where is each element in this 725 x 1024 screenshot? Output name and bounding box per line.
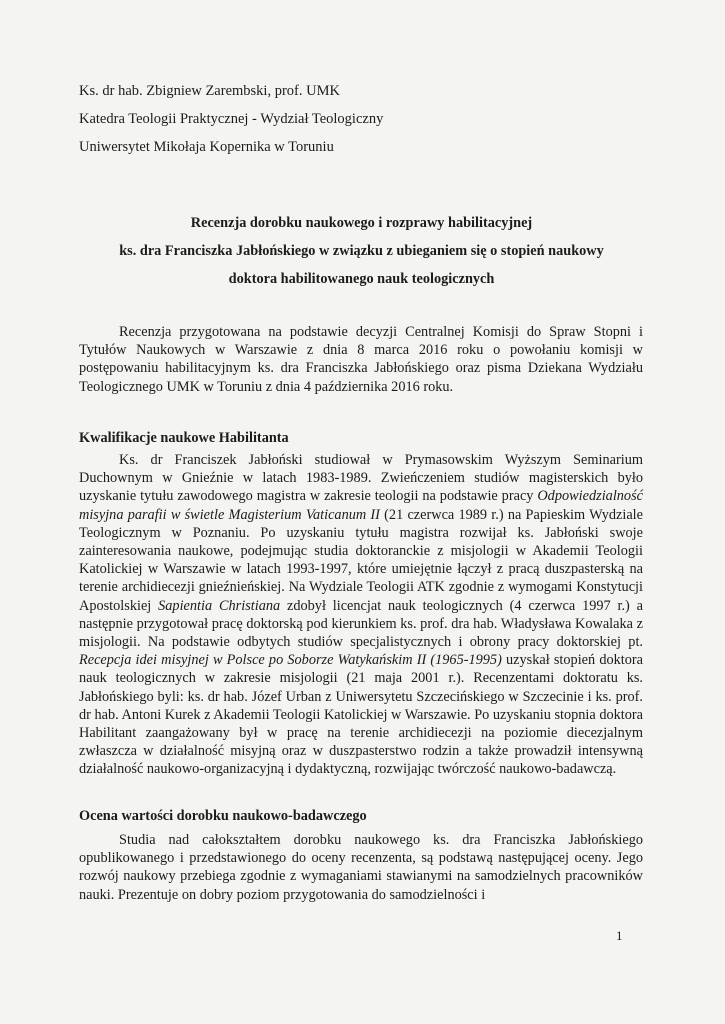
evaluation-paragraph — [79, 831, 643, 904]
section-heading-evaluation: Ocena wartości dorobku naukowo-badawczego — [79, 808, 367, 824]
qualifications-text-2: (21 czerwca 1989 r.) na Papieskim Wydziale Teologicznym w Poznaniu. Po uzyskaniu tytułu magistra rozwijał ks. Jabłoński swoje zainteresowania naukowe, podejmując studia doktoranckie z misjologii w Akademii Teologii Katolickiej w Warszawie w latach 1993-1997, które umiejętnie łączył z pracą duszpasterską na terenie archidiecezji gnieźnieńskiej. Na Wydziale Teologii ATK zgodnie z wymogami Konstytucji Apostolskiej — [79, 506, 644, 614]
author-line: Ks. dr hab. Zbigniew Zarembski, prof. UMK — [79, 83, 340, 99]
page-number: 1 — [616, 928, 623, 943]
intro-paragraph — [79, 323, 643, 396]
title-line-1: Recenzja dorobku naukowego i rozprawy habilitacyjnej — [190, 215, 533, 231]
section-heading-qualifications: Kwalifikacje naukowe Habilitanta — [79, 430, 289, 446]
qualifications-text-3: zdobył licencjat nauk teologicznych (4 czerwca 1997 r.) a następnie przygotował pracę doktorską pod kierunkiem ks. prof. dra hab. Władysława Kowalaka z misjologii. Na podstawie odbytych studiów specjalistycznych i obrony pracy doktorskiej pt. — [79, 597, 643, 651]
qualifications-text-4: uzyskał stopień doktora nauk teologicznych w zakresie misjologii (21 maja 2001 r.). Recenzentami doktoratu ks. Jabłońskiego byli: ks. dr hab. Józef Urban z Uniwersytetu Szczecińskiego w Szczecinie i ks. prof. dr hab. Antoni Kurek z Akademii Teologii Katolickiej w Warszawie. Po uzyskaniu stopnia doktora Habilitant zaangażowany był w pracę na terenie archidiecezji na poziomie diecezjalnym zwłaszcza w działalność misyjną oraz w duszpasterstwo rodzin a także prowadził intensywną działalność naukowo-organizacyjną i dydaktyczną, rozwijając twórczość naukowo-badawczą. — [79, 652, 644, 778]
thesis-title-master: Odpowiedzialność misyjna parafii w świetle Magisterium Vaticanum II — [79, 488, 643, 523]
title-line-3: doktora habilitowanego nauk teologicznych — [228, 271, 495, 287]
department-line: Katedra Teologii Praktycznej - Wydział Teologiczny — [79, 111, 384, 127]
university-line: Uniwersytet Mikołaja Kopernika w Toruniu — [79, 139, 334, 155]
qualifications-text-1: Ks. dr Franciszek Jabłoński studiował w Prymasowskim Wyższym Seminarium Duchownym w Gnieźnie w latach 1983-1989. Zwieńczeniem studiów magisterskich było uzyskanie tytułu zawodowego magistra w zakresie teologii na podstawie pracy — [79, 452, 643, 505]
intro-text: Recenzja przygotowana na podstawie decyzji Centralnej Komisji do Spraw Stopni i Tytułów Naukowych w Warszawie z dnia 8 marca 2016 roku o powołaniu komisji w postępowaniu habilitacyjnym ks. dra Franciszka Jabłońskiego oraz pisma Dziekana Wydziału Teologicznego UMK w Toruniu z dnia 4 października 2016 roku. — [79, 324, 643, 395]
qualifications-paragraph — [79, 451, 643, 779]
evaluation-text: Studia nad całokształtem dorobku naukowego ks. dra Franciszka Jabłońskiego opublikowanego i przedstawionego do oceny recenzenta, są podstawą następującej oceny. Jego rozwój naukowy przebiega zgodnie z wymaganiami stawianymi na samodzielnych pracowników nauki. Prezentuje on dobry poziom przygotowania do samodzielności i — [79, 832, 643, 903]
thesis-title-doctoral: Recepcja idei misyjnej w Polsce po Soborze Watykańskim II (1965-1995) — [79, 652, 502, 669]
title-line-2: ks. dra Franciszka Jabłońskiego w związku z ubieganiem się o stopień naukowy — [119, 243, 604, 259]
constitution-title: Sapientia Christiana — [158, 597, 281, 614]
